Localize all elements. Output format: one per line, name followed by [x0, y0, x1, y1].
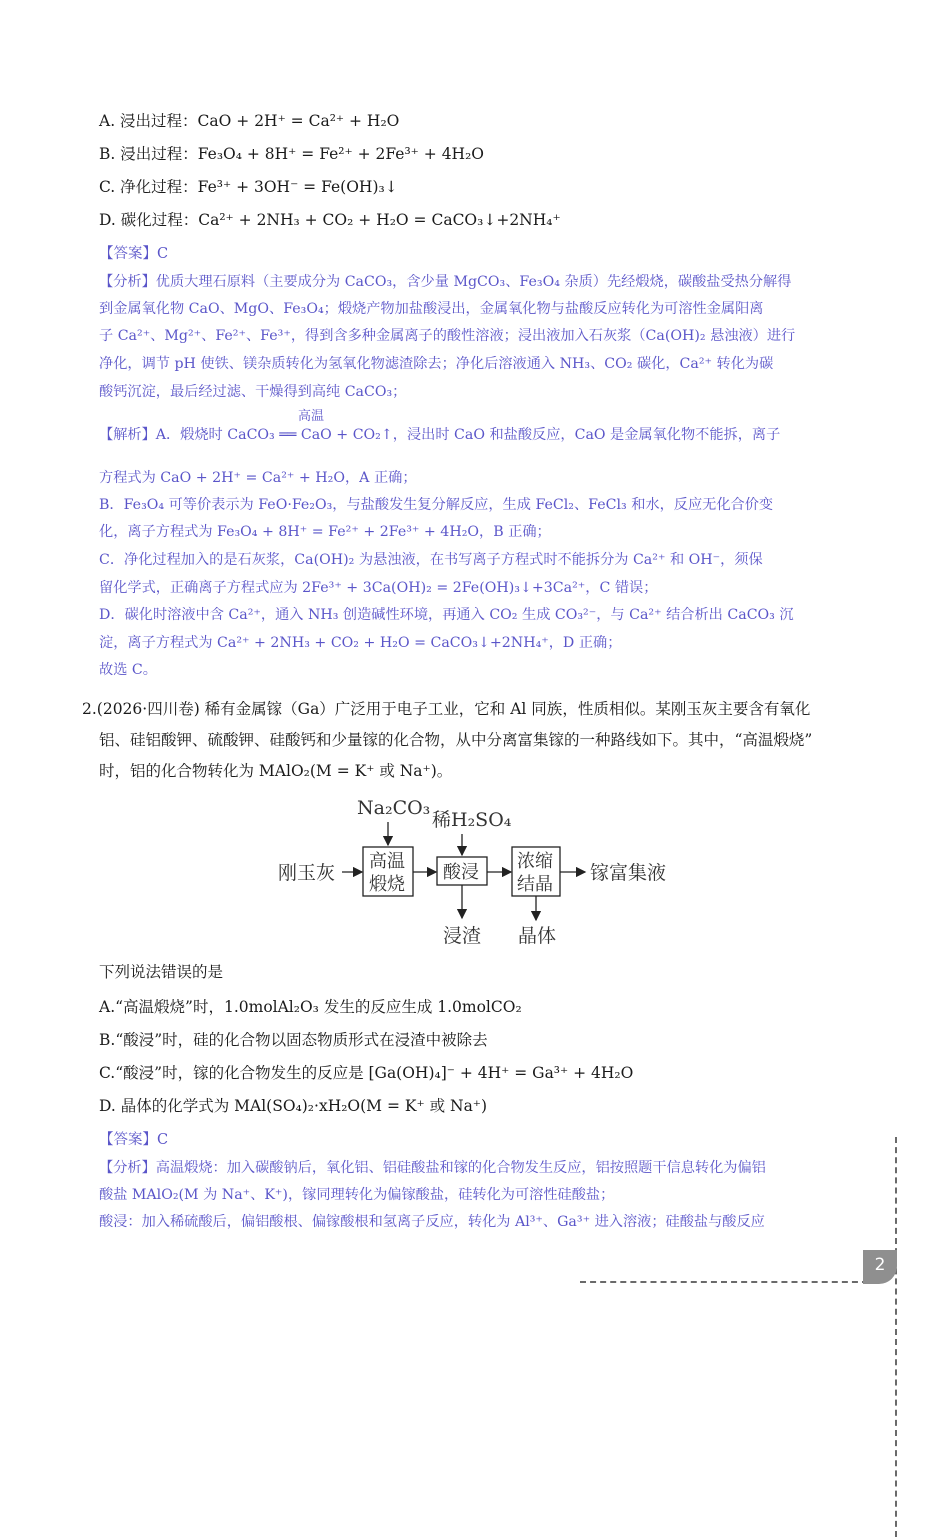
q2-answer: 【答案】C: [99, 1132, 169, 1148]
reagent-na2co3: Na₂CO₃: [357, 797, 431, 819]
step-label: 高温: [369, 851, 405, 872]
q1-analysis-line: 酸钙沉淀，最后经过滤、干燥得到高纯 CaCO₃；: [99, 384, 407, 400]
page-border-dashed: [895, 1137, 897, 1537]
q1-option-b: B. 浸出过程：Fe₃O₄ + 8H⁺ = Fe²⁺ + 2Fe³⁺ + 4H₂O: [99, 145, 484, 163]
q1-option-a: A. 浸出过程：CaO + 2H⁺ = Ca²⁺ + H₂O: [99, 112, 400, 130]
reaction-condition: 高温: [298, 409, 325, 424]
q2-stem-line: 铝、硅铝酸钾、硫酸钾、硅酸钙和少量镓的化合物，从中分离富集镓的一种路线如下。其中，“高温煅烧”: [99, 731, 813, 749]
q1-analysis-line: 【分析】优质大理石原料（主要成分为 CaCO₃，含少量 MgCO₃、Fe₃O₄ 杂质）先经煅烧，碳酸盐受热分解得: [99, 274, 792, 290]
end-product: 镓富集液: [590, 862, 667, 884]
q1-option-d: D. 碳化过程：Ca²⁺ + 2NH₃ + CO₂ + H₂O = CaCO₃↓+2NH₄⁺: [99, 211, 561, 229]
q1-explain-line: B．Fe₃O₄ 可等价表示为 FeO·Fe₂O₃，与盐酸发生复分解反应，生成 FeCl₂、FeCl₃ 和水，反应无化合价变: [99, 497, 774, 513]
q2-analysis-line: 【分析】高温煅烧：加入碳酸钠后，氧化铝、铝硅酸盐和镓的化合物发生反应，铝按照题干信息转化为偏铝: [99, 1160, 766, 1176]
step-label: 结晶: [517, 874, 553, 895]
output-crystal: 晶体: [518, 925, 557, 947]
q2-option-b: B.“酸浸”时，硅的化合物以固态物质形式在浸渣中被除去: [99, 1031, 488, 1049]
q2-option-a: A.“高温煅烧”时，1.0molAl₂O₃ 发生的反应生成 1.0molCO₂: [99, 998, 522, 1016]
q1-explain-line: 【解析】A．煅烧时 CaCO₃ ══ CaO + CO₂↑，浸出时 CaO 和盐酸反应，CaO 是金属氧化物不能拆，离子: [99, 427, 781, 443]
step-label: 浓缩: [517, 851, 553, 872]
process-flow-diagram: [270, 790, 690, 960]
q1-explain-line: D．碳化时溶液中含 Ca²⁺，通入 NH₃ 创造碱性环境，再通入 CO₂ 生成 CO₃²⁻，与 Ca²⁺ 结合析出 CaCO₃ 沉: [99, 607, 794, 623]
output-residue: 浸渣: [443, 925, 482, 947]
page-border-dashed: [580, 1281, 868, 1283]
q2-stem-line: 时，铝的化合物转化为 MAlO₂(M = K⁺ 或 Na⁺)。: [99, 762, 453, 780]
q2-prompt: 下列说法错误的是: [99, 963, 224, 981]
q1-explain-line: 化，离子方程式为 Fe₃O₄ + 8H⁺ = Fe²⁺ + 2Fe³⁺ + 4H₂O，B 正确；: [99, 524, 551, 540]
step-label: 煅烧: [369, 874, 405, 895]
q2-analysis-line: 酸盐 MAlO₂(M 为 Na⁺、K⁺)，镓同理转化为偏镓酸盐，硅转化为可溶性硅酸盐；: [99, 1187, 615, 1203]
q1-option-c: C. 净化过程：Fe³⁺ + 3OH⁻ = Fe(OH)₃↓: [99, 178, 398, 196]
step-label: 酸浸: [443, 862, 479, 883]
q2-option-c: C.“酸浸”时，镓的化合物发生的反应是 [Ga(OH)₄]⁻ + 4H⁺ = Ga³⁺ + 4H₂O: [99, 1064, 634, 1082]
q2-stem-line: 2.(2026·四川卷) 稀有金属镓（Ga）广泛用于电子工业，它和 Al 同族，性质相似。某刚玉灰主要含有氧化: [82, 700, 811, 718]
q1-explain-line: C．净化过程加入的是石灰浆，Ca(OH)₂ 为悬浊液，在书写离子方程式时不能拆分为 Ca²⁺ 和 OH⁻，须保: [99, 552, 763, 568]
q1-explain-line: 方程式为 CaO + 2H⁺ = Ca²⁺ + H₂O，A 正确；: [99, 470, 417, 486]
q2-option-d: D. 晶体的化学式为 MAl(SO₄)₂·xH₂O(M = K⁺ 或 Na⁺): [99, 1097, 488, 1115]
q1-analysis-line: 到金属氧化物 CaO、MgO、Fe₃O₄；煅烧产物加盐酸浸出，金属氧化物与盐酸反应转化为可溶性金属阳离: [99, 301, 764, 317]
q1-answer: 【答案】C: [99, 246, 169, 262]
q1-explain-line: 淀，离子方程式为 Ca²⁺ + 2NH₃ + CO₂ + H₂O = CaCO₃↓+2NH₄⁺，D 正确；: [99, 635, 622, 651]
q2-analysis-line: 酸浸：加入稀硫酸后，偏铝酸根、偏镓酸根和氢离子反应，转化为 Al³⁺、Ga³⁺ 进入溶液；硅酸盐与酸反应: [99, 1214, 765, 1230]
reagent-dilute-h2so4: 稀H₂SO₄: [432, 809, 512, 831]
q1-explain-line: 留化学式，正确离子方程式应为 2Fe³⁺ + 3Ca(OH)₂ = 2Fe(OH)₃↓+3Ca²⁺，C 错误；: [99, 580, 658, 596]
page-number: 2: [863, 1250, 897, 1284]
q1-analysis-line: 子 Ca²⁺、Mg²⁺、Fe²⁺、Fe³⁺，得到含多种金属离子的酸性溶液；浸出液加入石灰浆（Ca(OH)₂ 悬浊液）进行: [99, 328, 796, 344]
q1-analysis-line: 净化，调节 pH 使铁、镁杂质转化为氢氧化物滤渣除去；净化后溶液通入 NH₃、CO₂ 碳化，Ca²⁺ 转化为碳: [99, 356, 774, 372]
q1-explain-line: 故选 C。: [99, 662, 157, 678]
start-material: 刚玉灰: [278, 862, 336, 884]
